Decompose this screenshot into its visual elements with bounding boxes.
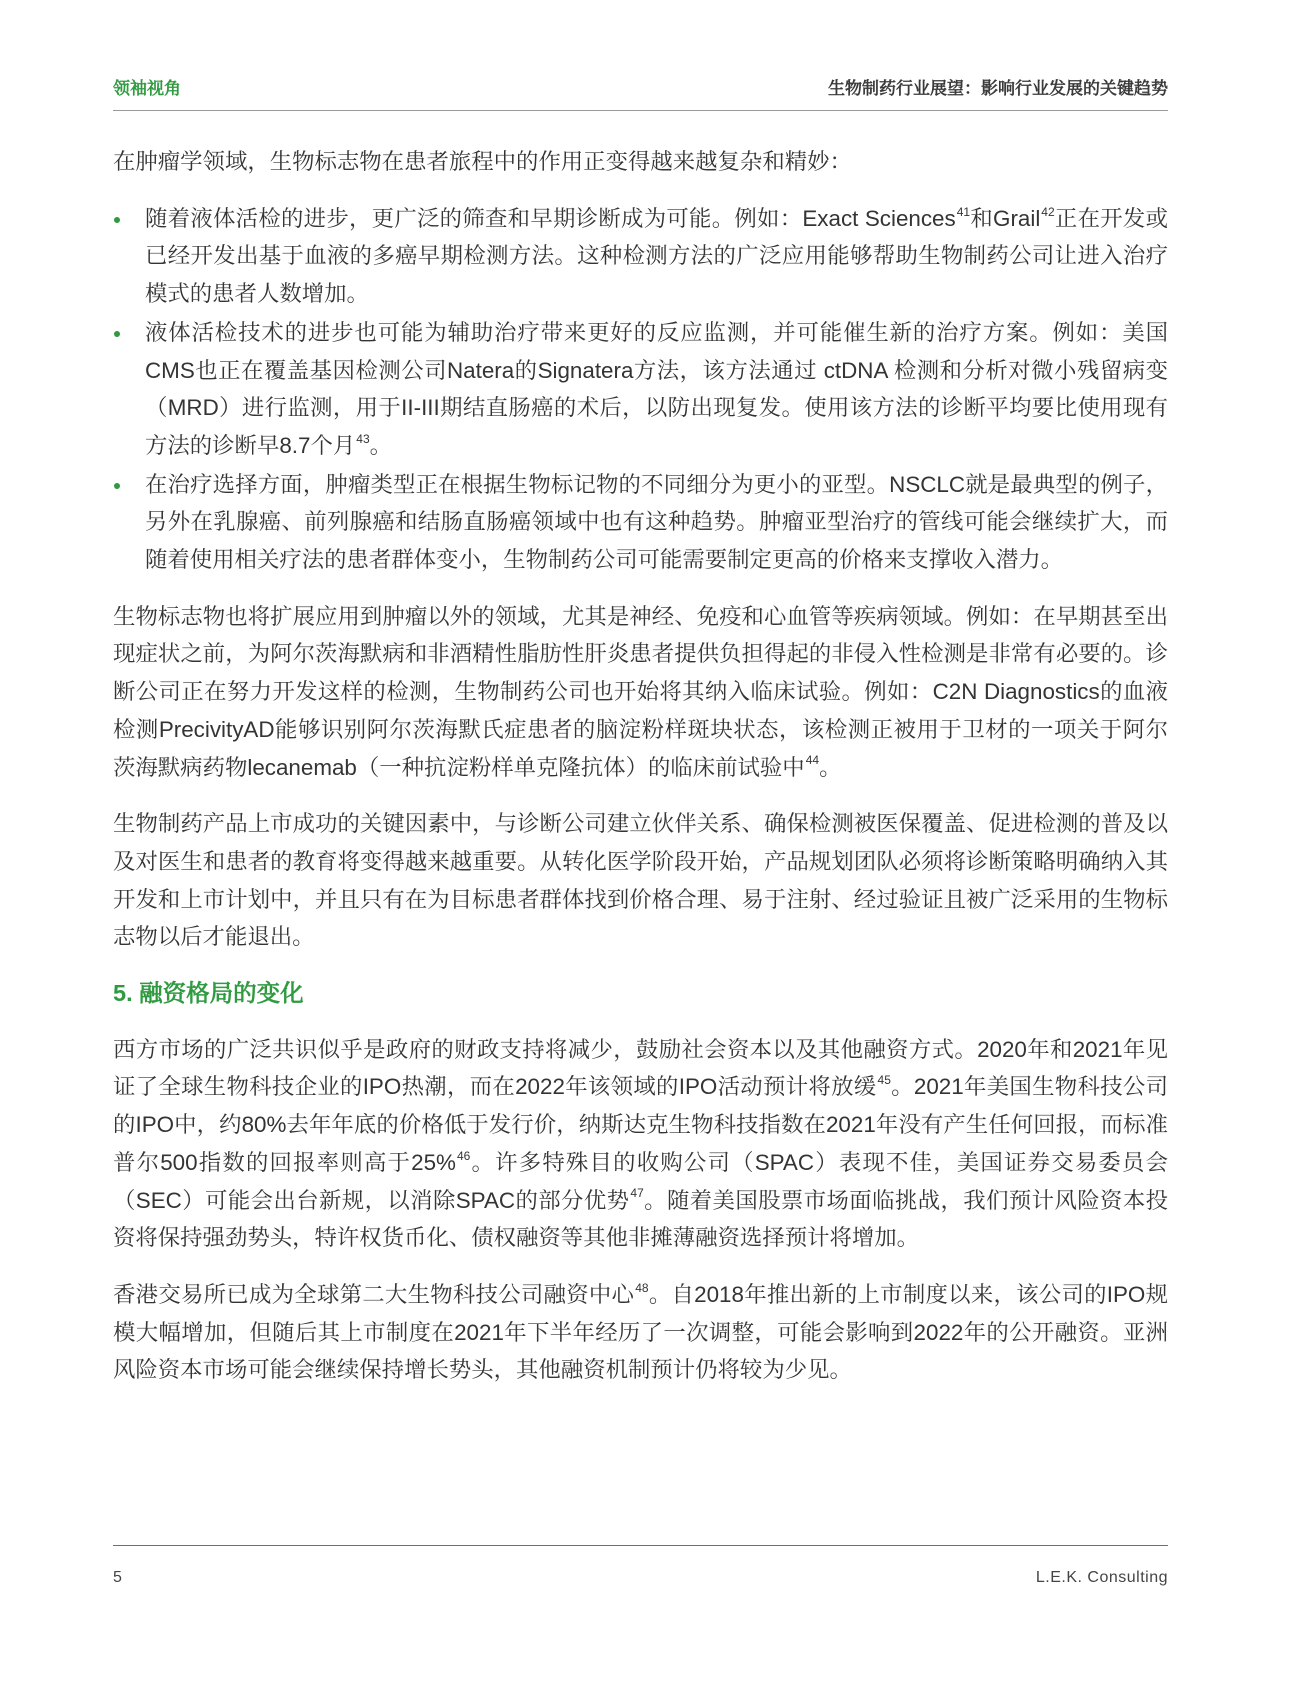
footnote-ref: 45 (877, 1073, 891, 1088)
intro-paragraph: 在肿瘤学领域，生物标志物在患者旅程中的作用正变得越来越复杂和精妙： (113, 149, 852, 174)
section-heading: 5. 融资格局的变化 (113, 980, 304, 1007)
footer-brand: L.E.K. Consulting (1035, 1569, 1168, 1586)
body-paragraph (113, 1031, 1168, 1257)
paragraph-text-segment: 。随着美国股票市场面临挑战，我们预计风险资本投资将保持强劲势头，特许权货币化、债权融资等其他非摊薄融资选择预计将增加。 (113, 1187, 1169, 1251)
page-number: 5 (113, 1569, 122, 1586)
footer-rule (113, 1545, 1168, 1546)
bullet-text-segment: 随着液体活检的进步，更广泛的筛查和早期诊断成为可能。例如：Exact Sciences (145, 205, 956, 231)
page-footer (113, 1568, 1168, 1588)
bullet-icon (114, 331, 120, 337)
footnote-ref: 48 (635, 1280, 649, 1295)
paragraph-text-segment: 西方市场的广泛共识似乎是政府的财政支持将减少，鼓励社会资本以及其他融资方式。2020年和2021年见证了全球生物科技企业的IPO热潮，而在2022年该领域的IPO活动预计将放缓 (113, 1036, 1168, 1100)
bullet-list (113, 200, 1168, 579)
body-paragraph (113, 1276, 1168, 1389)
bullet-item (113, 200, 1168, 313)
footnote-ref: 41 (956, 204, 971, 219)
bullet-icon (114, 217, 120, 223)
footnote-ref: 43 (356, 431, 370, 446)
footnote-ref: 46 (456, 1148, 471, 1163)
page-header (113, 79, 1168, 99)
paragraph-text-segment: 生物制药产品上市成功的关键因素中，与诊断公司建立伙伴关系、确保检测被医保覆盖、促进检测的普及以及对医生和患者的教育将变得越来越重要。从转化医学阶段开始，产品规划团队必须将诊断策略明确纳入其开发和上市计划中，并且只有在为目标患者群体找到价格合理、易于注射、经过验证且被广泛采用的生物标志物以后才能退出。 (113, 811, 1168, 950)
body-paragraph (113, 598, 1168, 787)
footnote-ref: 47 (630, 1186, 644, 1201)
bullet-text-segment: 液体活检技术的进步也可能为辅助治疗带来更好的反应监测，并可能催生新的治疗方案。例如：美国CMS也正在覆盖基因检测公司Natera的Signatera方法，该方法通过 ctDNA 检测和分析对微小残留病变（MRD）进行监测，用于II-III期结直肠癌的术后，以防出现复发。使用该方法的诊断平均要比使用现有方法的诊断早8.7个月 (145, 319, 1168, 458)
paragraph-text-segment: 。自2018年推出新的上市制度以来，该公司的IPO规模大幅增加，但随后其上市制度在2021年下半年经历了一次调整，可能会影响到2022年的公开融资。亚洲风险资本市场可能会继续保持增长势头，其他融资机制预计仍将较为少见。 (113, 1281, 1169, 1383)
section-label: 领袖视角 (113, 79, 181, 98)
bullet-text-segment: 和Grail (970, 205, 1041, 231)
bullet-item (113, 466, 1168, 579)
bullet-text-segment: 。 (369, 432, 393, 458)
footnote-ref: 44 (805, 753, 820, 768)
paragraph-text-segment: 。许多特殊目的收购公司（SPAC）表现不佳，美国证券交易委员会（SEC）可能会出台新规，以消除SPAC的部分优势 (113, 1149, 1169, 1213)
bullet-item (113, 314, 1168, 465)
bullet-text-segment: 正在开发或已经开发出基于血液的多癌早期检测方法。这种检测方法的广泛应用能够帮助生物制药公司让进入治疗模式的患者人数增加。 (145, 205, 1168, 307)
paragraph-text-segment: 香港交易所已成为全球第二大生物科技公司融资中心 (113, 1281, 635, 1307)
footnote-ref: 42 (1041, 204, 1055, 219)
bullet-icon (114, 483, 120, 489)
paragraph-text-segment: 生物标志物也将扩展应用到肿瘤以外的领域，尤其是神经、免疫和心血管等疾病领域。例如：在早期甚至出现症状之前，为阿尔茨海默病和非酒精性脂肪性肝炎患者提供负担得起的非侵入性检测是非常有必要的。诊断公司正在努力开发这样的检测，生物制药公司也开始将其纳入临床试验。例如：C2N Diagnostics的血液检测PrecivityAD能够识别阿尔茨海默氏症患者的脑淀粉样斑块状态，该检测正被用于卫材的一项关于阿尔茨海默病药物lecanemab（一种抗淀粉样单克隆抗体）的临床前试验中 (113, 603, 1168, 780)
paragraph-text-segment: 。 (819, 754, 842, 780)
body-paragraph (113, 805, 1168, 956)
page-content (113, 143, 1168, 1408)
header-rule (113, 110, 1168, 111)
paragraph-text-segment: 。2021年美国生物科技公司的IPO中，约80%去年年底的价格低于发行价，纳斯达克生物科技指数在2021年没有产生任何回报，而标准普尔500指数的回报率则高于25% (113, 1074, 1169, 1175)
bullet-text-segment: 在治疗选择方面，肿瘤类型正在根据生物标记物的不同细分为更小的亚型。NSCLC就是最典型的例子，另外在乳腺癌、前列腺癌和结肠直肠癌领域中也有这种趋势。肿瘤亚型治疗的管线可能会继续扩大，而随着使用相关疗法的患者群体变小，生物制药公司可能需要制定更高的价格来支撑收入潜力。 (145, 471, 1168, 573)
report-title: 生物制药行业展望：影响行业发展的关键趋势 (828, 79, 1168, 98)
